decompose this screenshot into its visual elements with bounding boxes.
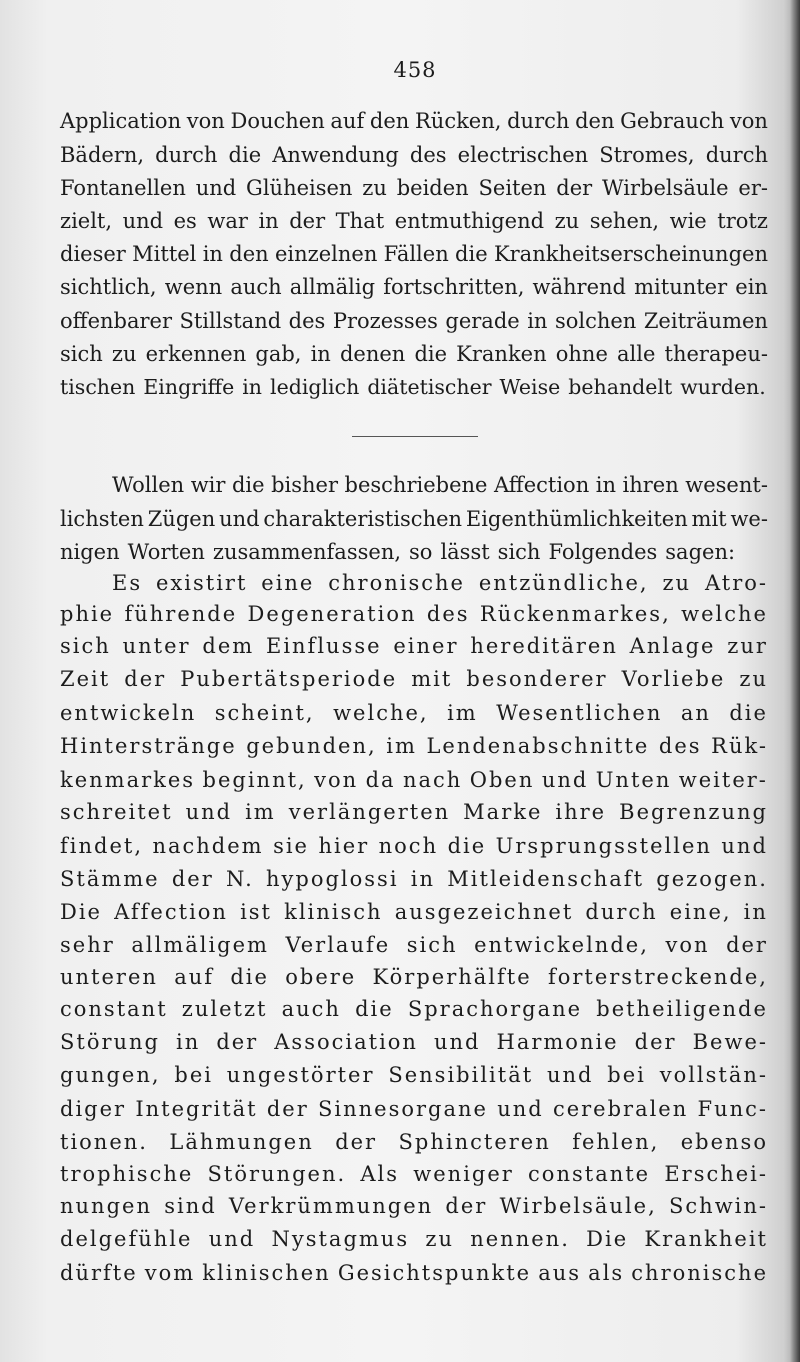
- text-line: trophische Störungen. Als weniger constante Erschei-: [60, 1162, 768, 1186]
- text-line: delgefühle und Nystagmus zu nennen. Die Krankheit: [60, 1227, 768, 1251]
- text-line: tionen. Lähmungen der Sphincteren fehlen, ebenso: [60, 1130, 768, 1154]
- text-line: tischen Eingriffe in lediglich diätetischer Weise behandelt wurden.: [60, 375, 766, 399]
- text-line: kenmarkes beginnt, von da nach Oben und Unten weiter-: [60, 768, 768, 792]
- text-line: diger Integrität der Sinnesorgane und cerebralen Func-: [60, 1097, 768, 1121]
- text-line: findet, nachdem sie hier noch die Ursprungsstellen und: [60, 834, 768, 858]
- text-line: Hinterstränge gebunden, im Lendenabschnitte des Rük-: [60, 734, 768, 758]
- page-number: 458: [393, 58, 437, 82]
- text-line: sich unter dem Einflusse einer hereditären Anlage zur: [60, 634, 768, 658]
- text-line: offenbarer Stillstand des Prozesses gerade in solchen Zeiträumen: [60, 309, 768, 333]
- text-line: dürfte vom klinischen Gesichtspunkte aus als chronische: [60, 1261, 768, 1285]
- text-line: phie führende Degeneration des Rückenmarkes, welche: [60, 602, 768, 626]
- text-line: dieser Mittel in den einzelnen Fällen die Krankheitserscheinungen: [60, 242, 768, 266]
- text-line: sich zu erkennen gab, in denen die Kranken ohne alle therapeu-: [60, 342, 768, 366]
- text-line: Bädern, durch die Anwendung des electrischen Stromes, durch: [60, 143, 768, 167]
- text-line: schreitet und im verlängerten Marke ihre Begrenzung: [60, 800, 768, 824]
- text-line: Störung in der Association und Harmonie der Bewe-: [60, 1030, 768, 1054]
- text-line: gungen, bei ungestörter Sensibilität und bei vollstän-: [60, 1063, 768, 1087]
- text-line: nungen sind Verkrümmungen der Wirbelsäule, Schwin-: [60, 1194, 768, 1218]
- text-line: nigen Worten zusammenfassen, so lässt sich Folgendes sagen:: [60, 540, 736, 564]
- page-edge-shadow: [790, 0, 800, 1362]
- text-line: Stämme der N. hypoglossi in Mitleidenschaft gezogen.: [60, 867, 768, 891]
- text-line: entwickeln scheint, welche, im Wesentlichen an die: [60, 701, 768, 725]
- text-line: Die Affection ist klinisch ausgezeichnet durch eine, in: [60, 900, 768, 924]
- text-line: lichsten Zügen und charakteristischen Eigenthümlichkeiten mit we-: [60, 507, 768, 531]
- text-line: sichtlich, wenn auch allmälig fortschritten, während mitunter ein: [60, 275, 768, 299]
- text-line: zielt, und es war in der That entmuthigend zu sehen, wie trotz: [60, 209, 768, 233]
- text-line: sehr allmäligem Verlaufe sich entwickelnde, von der: [60, 933, 768, 957]
- section-divider: [352, 436, 478, 437]
- text-line: Fontanellen und Glüheisen zu beiden Seiten der Wirbelsäule er-: [60, 176, 768, 200]
- text-line: Wollen wir die bisher beschriebene Affection in ihren wesent-: [112, 473, 768, 497]
- text-line: Application von Douchen auf den Rücken, durch den Gebrauch von: [60, 109, 768, 133]
- text-line: constant zuletzt auch die Sprachorgane betheiligende: [60, 997, 768, 1021]
- text-line: unteren auf die obere Körperhälfte forterstreckende,: [60, 965, 768, 989]
- text-line: Es existirt eine chronische entzündliche, zu Atro-: [112, 571, 768, 595]
- text-line: Zeit der Pubertätsperiode mit besonderer Vorliebe zu: [60, 667, 768, 691]
